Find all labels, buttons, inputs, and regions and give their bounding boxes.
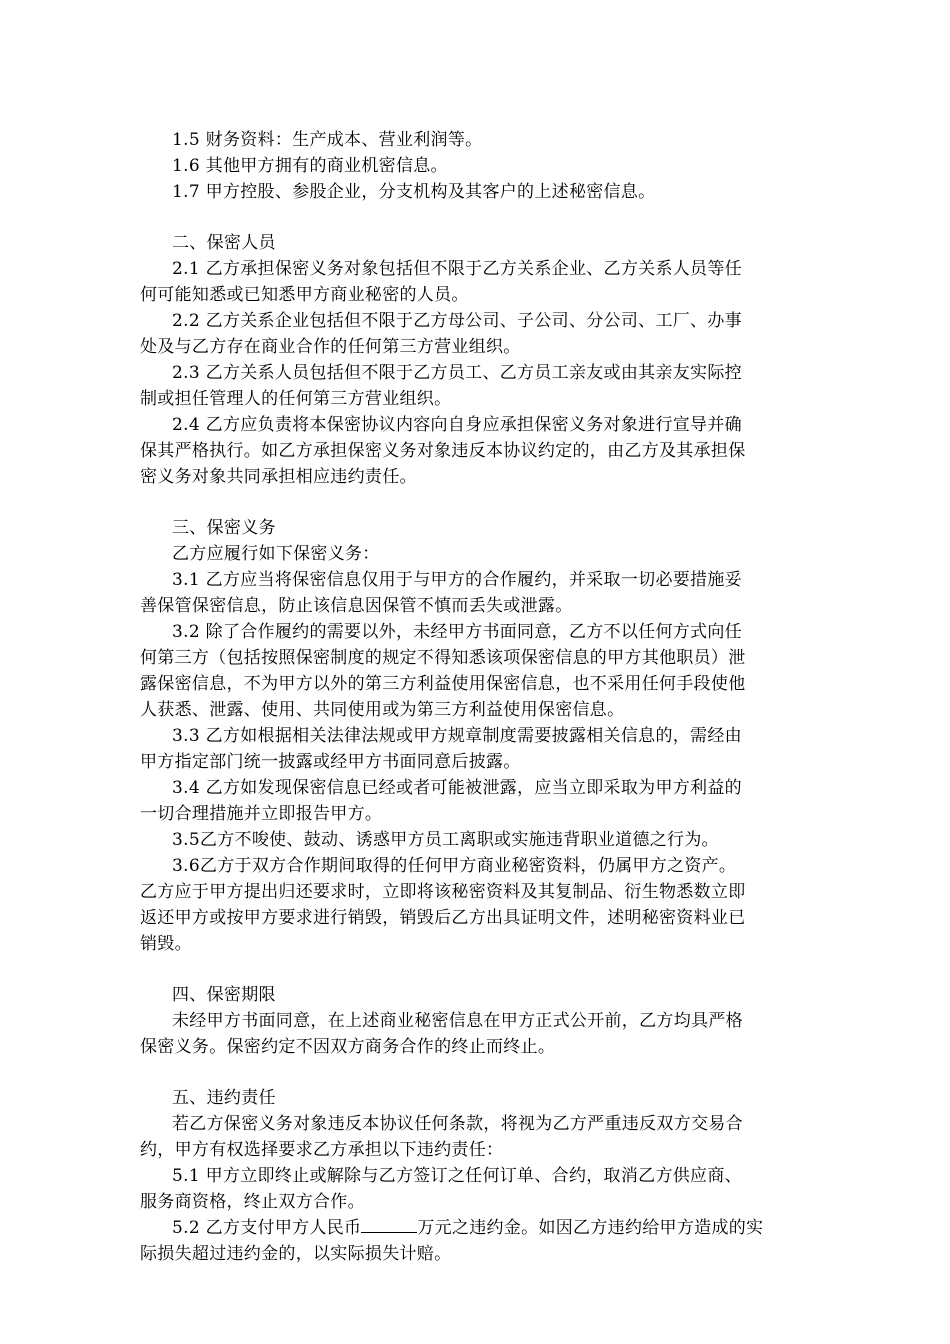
clause-3-6-cont-2: 返还甲方或按甲方要求进行销毁，销毁后乙方出具证明文件，述明秘密资料业已: [140, 908, 746, 928]
amount-blank[interactable]: [361, 1218, 417, 1233]
clause-3-4: 3.4 乙方如发现保密信息已经或者可能被泄露，应当立即采取为甲方利益的: [172, 778, 742, 798]
clause-5-1-cont: 服务商资格，终止双方合作。: [140, 1192, 365, 1212]
heading-section-5: 五、违约责任: [172, 1088, 276, 1108]
clause-2-3-cont: 制或担任管理人的任何第三方营业组织。: [140, 389, 452, 409]
clause-5-1: 5.1 甲方立即终止或解除与乙方签订之任何订单、合约，取消乙方供应商、: [172, 1166, 742, 1186]
clause-1-5: 1.5 财务资料：生产成本、营业利润等。: [172, 130, 483, 150]
clause-2-1: 2.1 乙方承担保密义务对象包括但不限于乙方关系企业、乙方关系人员等任: [172, 259, 742, 279]
clause-3-3-cont: 甲方指定部门统一披露或经甲方书面同意后披露。: [140, 752, 521, 772]
clause-3-6: 3.6乙方于双方合作期间取得的任何甲方商业秘密资料，仍属甲方之资产。: [172, 856, 737, 876]
clause-2-1-cont: 何可能知悉或已知悉甲方商业秘密的人员。: [140, 285, 469, 305]
clause-3-5: 3.5乙方不唆使、鼓动、诱惑甲方员工离职或实施违背职业道德之行为。: [172, 830, 719, 850]
section-3-intro: 乙方应履行如下保密义务：: [172, 544, 380, 564]
heading-section-2: 二、保密人员: [172, 233, 276, 253]
heading-section-4: 四、保密期限: [172, 985, 276, 1005]
clause-5-2-after: 万元之违约金。如因乙方违约给甲方造成的实: [417, 1218, 764, 1238]
heading-section-3: 三、保密义务: [172, 518, 276, 538]
section-4-text: 未经甲方书面同意，在上述商业秘密信息在甲方正式公开前，乙方均具严格: [172, 1011, 743, 1031]
clause-1-6: 1.6 其他甲方拥有的商业机密信息。: [172, 156, 448, 176]
clause-5-2-cont: 际损失超过违约金的，以实际损失计赔。: [140, 1244, 452, 1264]
clause-3-3: 3.3 乙方如根据相关法律法规或甲方规章制度需要披露相关信息的，需经由: [172, 726, 742, 746]
clause-5-2: [172, 1218, 763, 1238]
clause-3-2-cont-3: 人获悉、泄露、使用、共同使用或为第三方利益使用保密信息。: [140, 700, 625, 720]
section-5-intro: 若乙方保密义务对象违反本协议任何条款，将视为乙方严重违反双方交易合: [172, 1114, 743, 1134]
clause-3-2-cont-1: 何第三方（包括按照保密制度的规定不得知悉该项保密信息的甲方其他职员）泄: [140, 648, 746, 668]
section-4-text-cont: 保密义务。保密约定不因双方商务合作的终止而终止。: [140, 1037, 556, 1057]
clause-3-2: 3.2 除了合作履约的需要以外，未经甲方书面同意，乙方不以任何方式向任: [172, 622, 742, 642]
clause-3-2-cont-2: 露保密信息，不为甲方以外的第三方利益使用保密信息，也不采用任何手段使他: [140, 674, 746, 694]
clause-2-2: 2.2 乙方关系企业包括但不限于乙方母公司、子公司、分公司、工厂、办事: [172, 311, 742, 331]
clause-2-4: 2.4 乙方应负责将本保密协议内容向自身应承担保密义务对象进行宣导并确: [172, 415, 742, 435]
clause-3-6-cont-1: 乙方应于甲方提出归还要求时，立即将该秘密资料及其复制品、衍生物悉数立即: [140, 882, 746, 902]
clause-1-7: 1.7 甲方控股、参股企业，分支机构及其客户的上述秘密信息。: [172, 182, 656, 202]
section-5-intro-cont: 约，甲方有权选择要求乙方承担以下违约责任：: [140, 1140, 504, 1160]
clause-3-6-cont-3: 销毁。: [140, 934, 192, 954]
clause-3-4-cont: 一切合理措施并立即报告甲方。: [140, 804, 383, 824]
clause-2-4-cont-2: 密义务对象共同承担相应违约责任。: [140, 467, 417, 487]
clause-5-2-before: 5.2 乙方支付甲方人民币: [172, 1218, 362, 1238]
clause-2-4-cont-1: 保其严格执行。如乙方承担保密义务对象违反本协议约定的，由乙方及其承担保: [140, 441, 746, 461]
clause-3-1-cont: 善保管保密信息，防止该信息因保管不慎而丢失或泄露。: [140, 596, 573, 616]
clause-2-2-cont: 处及与乙方存在商业合作的任何第三方营业组织。: [140, 337, 521, 357]
clause-3-1: 3.1 乙方应当将保密信息仅用于与甲方的合作履约，并采取一切必要措施妥: [172, 570, 742, 590]
clause-2-3: 2.3 乙方关系人员包括但不限于乙方员工、乙方员工亲友或由其亲友实际控: [172, 363, 742, 383]
